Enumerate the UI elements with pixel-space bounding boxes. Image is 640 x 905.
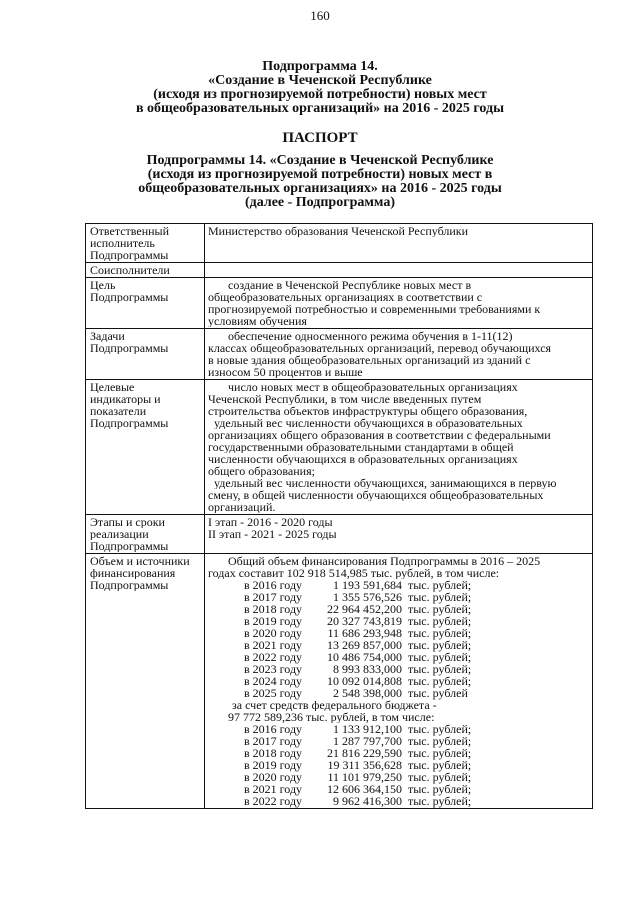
title-line: Подпрограмма 14. [262, 59, 378, 74]
finance-year: в 2024 году [244, 674, 303, 688]
finance-label [86, 554, 205, 809]
finance-year: в 2019 году [244, 614, 303, 628]
table-row-coexecutors [86, 263, 593, 278]
finance-year: в 2017 году [244, 734, 303, 748]
tasks-value [205, 329, 593, 380]
label-line: финансирования [90, 567, 176, 579]
goal-value [205, 278, 593, 329]
finance-unit: тыс. рублей; [408, 722, 472, 736]
finance-intro-line: Общий объем финансирования Подпрограммы в 2016 – 2025 [228, 555, 541, 567]
table-row-stages [86, 515, 593, 554]
total-by-year-list [208, 579, 589, 699]
finance-amount: 20 327 743,819 [327, 614, 402, 628]
finance-amount: 11 686 293,948 [327, 626, 402, 640]
finance-year: в 2020 году [244, 626, 303, 640]
finance-amount: 1 193 591,684 [333, 578, 402, 592]
finance-unit: тыс. рублей; [408, 626, 472, 640]
title-line: в общеобразовательных организаций» на 2016 - 2025 годы [135, 101, 505, 116]
finance-year: в 2025 году [244, 686, 303, 700]
finance-unit: тыс. рублей; [408, 782, 472, 796]
indicators-value [205, 380, 593, 515]
finance-unit: тыс. рублей; [408, 770, 472, 784]
finance-unit: тыс. рублей; [408, 746, 472, 760]
indicator-line: организациях общего образования в соответствии с федеральными [208, 429, 551, 441]
subtitle-line: общеобразовательных организациях» на 2016 - 2025 годы [138, 181, 502, 196]
indicator-line: число новых мест в общеобразовательных организациях [228, 381, 518, 393]
label-line: Подпрограммы [90, 417, 169, 429]
label-line: исполнитель [90, 237, 155, 249]
finance-amount: 12 606 364,150 [327, 782, 402, 796]
subtitle-line: (далее - Подпрограмма) [244, 195, 395, 210]
label-line: Целевые [90, 381, 135, 393]
finance-year: в 2022 году [244, 650, 303, 664]
finance-unit: тыс. рублей [408, 686, 468, 700]
passport-table [85, 223, 593, 809]
finance-amount: 1 287 797,700 [333, 734, 402, 748]
label-line: Подпрограммы [90, 342, 169, 354]
finance-unit: тыс. рублей; [408, 650, 472, 664]
goal-line: условиям обучения [208, 315, 307, 327]
goal-line: прогнозируемой потребностью и современными требованиями к [208, 303, 541, 315]
finance-year: в 2021 году [244, 782, 303, 796]
finance-year-row [244, 795, 589, 807]
table-row-finance [86, 554, 593, 809]
tasks-label [86, 329, 205, 380]
federal-line: за счет средств федерального бюджета - [232, 699, 437, 711]
finance-amount: 9 962 416,300 [333, 794, 402, 808]
finance-year: в 2018 году [244, 746, 303, 760]
finance-unit: тыс. рублей; [408, 578, 472, 592]
label-line: Подпрограммы [90, 540, 169, 552]
indicator-line: общего образования; [208, 465, 315, 477]
finance-amount: 11 101 979,250 [327, 770, 402, 784]
executor-label [86, 224, 205, 263]
finance-unit: тыс. рублей; [408, 662, 472, 676]
indicator-line: удельный вес численности обучающихся в образовательных [214, 417, 523, 429]
goal-line: создание в Чеченской Республике новых мест в [228, 279, 472, 291]
stages-label [86, 515, 205, 554]
title-line: (исходя из прогнозируемой потребности) новых мест [153, 87, 487, 102]
finance-amount: 22 964 452,200 [327, 602, 402, 616]
federal-by-year-list [208, 723, 589, 807]
label-line: показатели [90, 405, 147, 417]
executor-value [205, 224, 593, 263]
finance-unit: тыс. рублей; [408, 734, 472, 748]
finance-amount: 2 548 398,000 [333, 686, 402, 700]
finance-year: в 2021 году [244, 638, 303, 652]
goal-line: общеобразовательных организациях в соответствии с [208, 291, 483, 303]
subtitle-line: (исходя из прогнозируемой потребности) новых мест в [147, 167, 493, 182]
table-row-executor [86, 224, 593, 263]
finance-unit: тыс. рублей; [408, 674, 472, 688]
finance-year: в 2016 году [244, 578, 303, 592]
indicator-line: строительства объектов инфраструктуры общего образования, [208, 405, 528, 417]
finance-amount: 10 092 014,808 [327, 674, 402, 688]
indicators-label [86, 380, 205, 515]
table-row-tasks [86, 329, 593, 380]
executor-text: Министерство образования Чеченской Республики [208, 225, 469, 237]
label-line: Подпрограммы [90, 249, 169, 261]
label-line: Цель [90, 279, 116, 291]
finance-unit: тыс. рублей; [408, 794, 472, 808]
finance-year: в 2019 году [244, 758, 303, 772]
tasks-line: обеспечение односменного режима обучения в 1-11(12) [228, 330, 513, 342]
label-line: Ответственный [90, 225, 170, 237]
finance-amount: 10 486 754,000 [327, 650, 402, 664]
stages-value [205, 515, 593, 554]
page-number: 160 [310, 8, 330, 23]
label-line: Задачи [90, 330, 125, 342]
goal-label [86, 278, 205, 329]
passport-subtitle [0, 154, 640, 210]
finance-intro-line: годах составит 102 918 514,985 тыс. рублей, в том числе: [208, 567, 500, 579]
finance-year: в 2017 году [244, 590, 303, 604]
coexecutors-label [86, 263, 205, 278]
title-line: «Создание в Чеченской Республике [208, 73, 432, 88]
label-line: индикаторы и [90, 393, 161, 405]
finance-unit: тыс. рублей; [408, 590, 472, 604]
federal-line: 97 772 589,236 тыс. рублей, в том числе: [228, 711, 435, 723]
finance-year: в 2022 году [244, 794, 303, 808]
finance-year: в 2023 году [244, 662, 303, 676]
subtitle-line: Подпрограммы 14. «Создание в Чеченской Республике [146, 153, 494, 168]
indicator-line: удельный вес численности обучающихся, занимающихся в первую [214, 477, 557, 489]
tasks-line: износом 50 процентов и выше [208, 366, 363, 378]
label-line: Этапы и сроки [90, 516, 165, 528]
finance-unit: тыс. рублей; [408, 602, 472, 616]
finance-amount: 13 269 857,000 [327, 638, 402, 652]
coexecutors-value [205, 263, 593, 278]
subprogram-title [0, 60, 640, 116]
table-row-indicators [86, 380, 593, 515]
passport-heading: ПАСПОРТ [282, 130, 358, 146]
finance-year-row [244, 687, 589, 699]
label-line: Соисполнители [90, 264, 170, 276]
finance-year: в 2016 году [244, 722, 303, 736]
tasks-line: классах общеобразовательных организаций, перевод обучающихся [208, 342, 552, 354]
finance-year: в 2020 году [244, 770, 303, 784]
label-line: реализации [90, 528, 149, 540]
stage-line: I этап - 2016 - 2020 годы [208, 516, 333, 528]
label-line: Подпрограммы [90, 579, 169, 591]
finance-amount: 1 133 912,100 [333, 722, 402, 736]
table-row-goal [86, 278, 593, 329]
indicator-line: Чеченской Республики, в том числе введенных путем [208, 393, 482, 405]
finance-unit: тыс. рублей; [408, 758, 472, 772]
indicator-line: государственными образовательными стандартами в общей [208, 441, 514, 453]
finance-amount: 21 816 229,590 [327, 746, 402, 760]
label-line: Подпрограммы [90, 291, 169, 303]
finance-amount: 19 311 356,628 [327, 758, 402, 772]
finance-amount: 8 993 833,000 [333, 662, 402, 676]
tasks-line: в новые здания общеобразовательных организаций из зданий с [208, 354, 531, 366]
indicator-line: смену, в общей численности обучающихся общеобразовательных [208, 489, 544, 501]
finance-unit: тыс. рублей; [408, 614, 472, 628]
finance-amount: 1 355 576,526 [333, 590, 402, 604]
indicator-line: численности обучающихся в образовательных организациях [208, 453, 518, 465]
indicator-line: организаций. [208, 501, 276, 513]
finance-value [205, 554, 593, 809]
finance-unit: тыс. рублей; [408, 638, 472, 652]
finance-year: в 2018 году [244, 602, 303, 616]
label-line: Объем и источники [90, 555, 190, 567]
stage-line: II этап - 2021 - 2025 годы [208, 528, 337, 540]
